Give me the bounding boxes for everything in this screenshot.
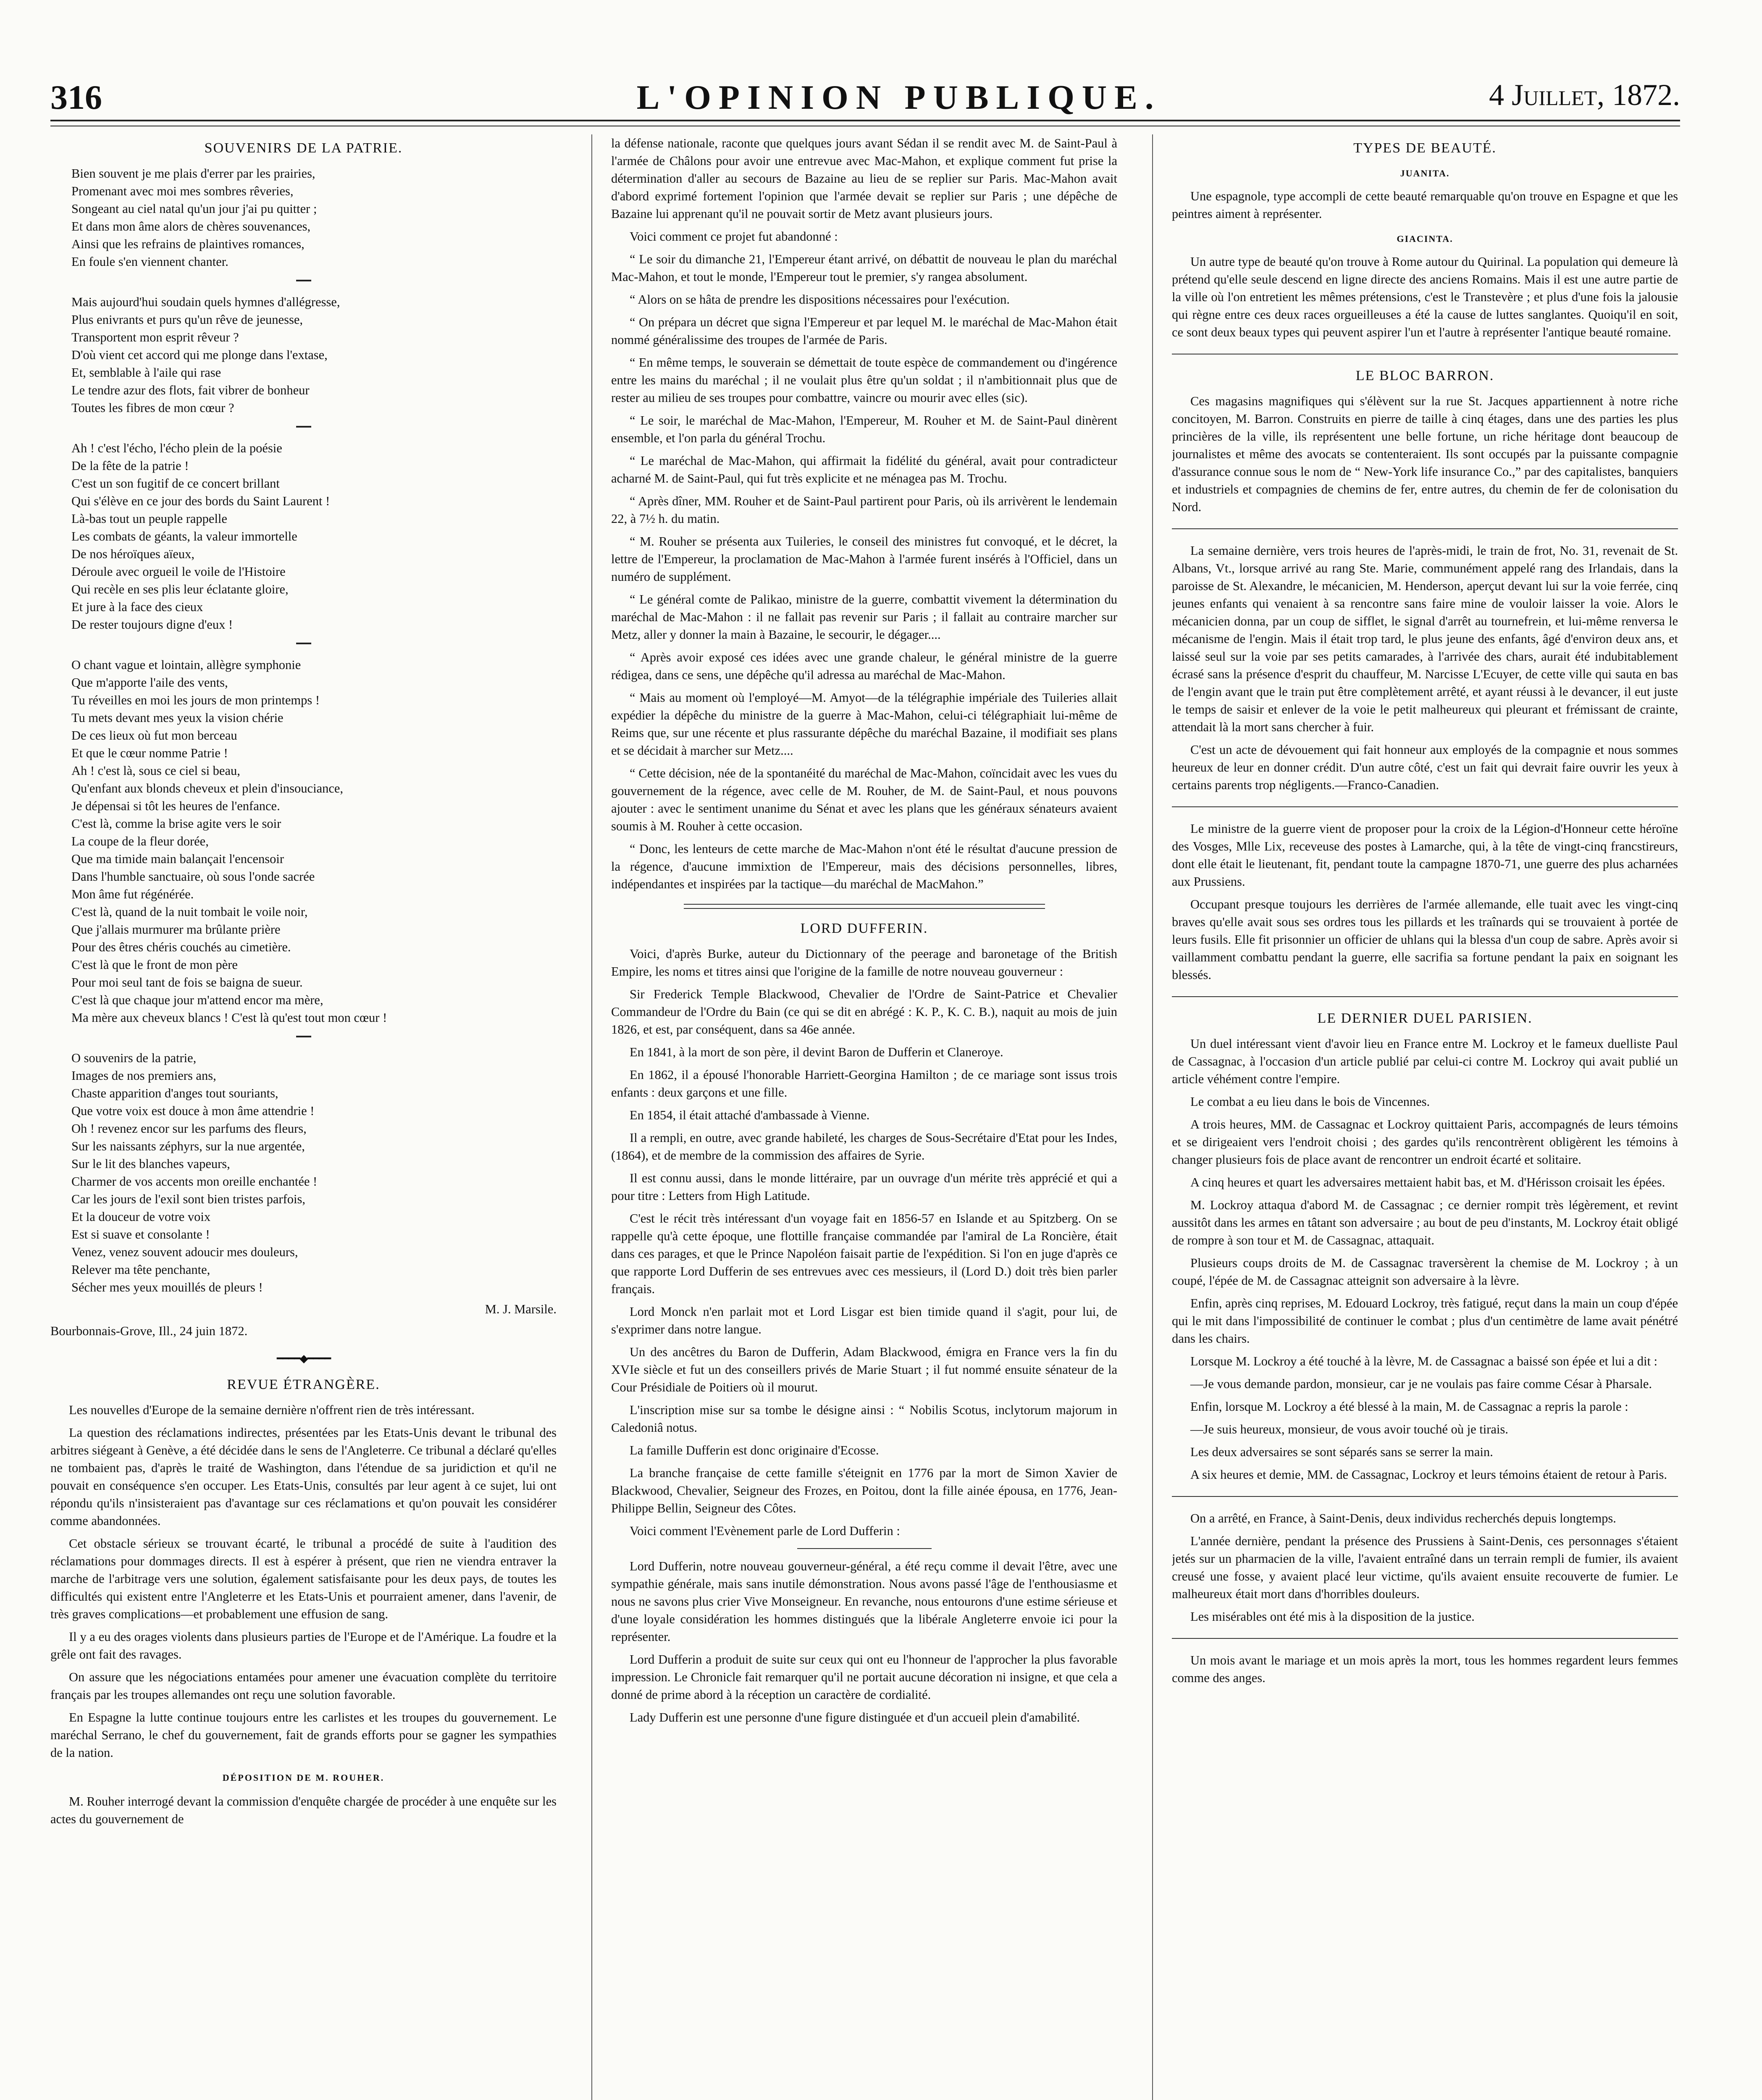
section-title: REVUE ÉTRANGÈRE. [227, 1377, 380, 1392]
section-separator [684, 904, 1045, 909]
paragraph: La question des réclamations indirectes, présentées par les Etats-Unis devant le tribunal des arbitres siégeant à Genève, a été décidée dans le sens de l'Angleterre. Ce tribunal a déclaré qu'elles ne tombaient pas, d'après le traité de Washington, dans l'étendue de sa juridiction et qu'il ne pouvait en conséquence s'en occuper. Les Etats-Unis, consultés par leur agent à ce sujet, lui ont répondu qu'ils n'insisteraient pas d'avantage sur ces réclamations et qu'on pouvait les considérer comme abandonnées. [50, 1425, 557, 1528]
paragraph: Voici comment l'Evènement parle de Lord Dufferin : [630, 1524, 900, 1538]
paragraph: En Espagne la lutte continue toujours entre les carlistes et les troupes du gouvernement. Le maréchal Serrano, le chef du gouvernement, fait de grands efforts pour se gagner les sympathies de la nation. [50, 1710, 557, 1760]
paragraph: —Je vous demande pardon, monsieur, car je ne voulais pas faire comme César à Pharsale. [1190, 1377, 1652, 1391]
column-3 [1172, 134, 1678, 2100]
paragraph: En 1841, à la mort de son père, il devint Baron de Dufferin et Claneroye. [630, 1045, 1003, 1059]
paragraph: A cinq heures et quart les adversaires mettaient habit bas, et M. d'Hérisson croisait les épées. [1190, 1175, 1665, 1189]
paragraph: Le combat a eu lieu dans le bois de Vincennes. [1190, 1095, 1430, 1109]
paragraph: La branche française de cette famille s'éteignit en 1776 par la mort de Simon Xavier de Blackwood, Chevalier, Seigneur des Frozes, en Poitou, dont la fille ainée épousa, en 1776, Jean-Philippe Bellin, Seigneur des Côtes. [611, 1466, 1117, 1515]
poem-signature: M. J. Marsile. [485, 1302, 557, 1316]
paragraph: “ Donc, les lenteurs de cette marche de Mac-Mahon n'ont été le résultat d'aucune pression de la régence, d'aucune immixtion de l'Empereur, mais des décisions personnelles, libres, indépendantes et inspirées par la tactique—du maréchal de MacMahon.” [611, 842, 1117, 891]
divider [1172, 806, 1678, 807]
paragraph: Ces magasins magnifiques qui s'élèvent sur la rue St. Jacques appartiennent à notre riche concitoyen, M. Barron. Construits en pierre de taille à cinq étages, dans une des parties les plus princières de la ville, ils représentent une belle fortune, un riche héritage dont beaucoup de journalistes et même des avocats se contenteraient. Ils sont occupés par la puissante compagnie d'assurance connue sous le nom de “ New-York life insurance Co.,” par des capitalistes, banquiers et industriels et compagnies de chemins de fer, entre autres, du chemin de fer de colonisation du Nord. [1172, 394, 1678, 514]
paragraph: Lord Dufferin a produit de suite sur ceux qui ont eu l'honneur de l'approcher la plus favorable impression. Le Chronicle fait remarquer qu'il ne portait aucune décoration ni insigne, et que cela a donné de prime abord à la réception un caractère de cordialité. [611, 1652, 1117, 1702]
paragraph: Lady Dufferin est une personne d'une figure distinguée et d'un accueil plein d'amabilité. [630, 1710, 1080, 1725]
poem-title: SOUVENIRS DE LA PATRIE. [204, 140, 403, 156]
paragraph: Un des ancêtres du Baron de Dufferin, Adam Blackwood, émigra en France vers la fin du XVIe siècle et fut un des conseillers privés de Marie Stuart ; il fut nommé ensuite sénateur de la Cour Présidiale de Poitiers où il mourut. [611, 1345, 1117, 1394]
poem-stanza: O chant vague et lointain, allègre symphonie Que m'apporte l'aile des vents, Tu réveilles en moi les jours de mon printemps ! Tu mets devant mes yeux la vision chérie De ces lieux où fut mon berceau Et que le cœur nomme Patrie ! Ah ! c'est là, sous ce ciel si beau, Qu'enfant aux blonds cheveux et plein d'insouciance, Je dépensai si tôt les heures de l'enfance. C'est là, comme la brise agite vers le soir La coupe de la fleur dorée, Que ma timide main balançait l'encensoir Dans l'humble sanctuaire, où sous l'onde sacrée Mon âme fut régénérée. C'est là, quand de la nuit tombait le voile noir, Que j'allais murmurer ma brûlante prière Pour des êtres chéris couchés au cimetière. C'est là que le front de mon père Pour moi seul tant de fois se baigna de sueur. C'est là que chaque jour m'attend encor ma mère, Ma mère aux cheveux blancs ! C'est là qu'est tout mon cœur ! [71, 658, 387, 1025]
paragraph: Occupant presque toujours les derrières de l'armée allemande, elle tuait avec les vingt-cinq braves qu'elle avait sous ses ordres tous les pillards et les traînards qui se trouvaient à portée de leurs fusils. Elle fit prisonnier un officier de uhlans qui la blessa d'un coup de sabre. Après avoir si vaillamment combattu pendant la guerre, elle sacrifia sa fortune pendant la paix en soignant les blessés. [1172, 897, 1678, 982]
paragraph: “ On prépara un décret que signa l'Empereur et par lequel M. le maréchal de Mac-Mahon était nommé généralissime des troupes de l'armée de Paris. [611, 315, 1117, 347]
paragraph: Il a rempli, en outre, avec grande habileté, les charges de Sous-Secrétaire d'Etat pour les Indes, (1864), et de membre de la commission des affaires de Syrie. [611, 1131, 1117, 1163]
paragraph: Voici comment ce projet fut abandonné : [630, 229, 838, 244]
poem-dateline: Bourbonnais-Grove, Ill., 24 juin 1872. [50, 1324, 248, 1338]
issue-date: 4 Juillet, 1872. [1489, 78, 1680, 112]
paragraph: —Je suis heureux, monsieur, de vous avoir touché où je tirais. [1190, 1422, 1508, 1436]
poem-stanza: Ah ! c'est l'écho, l'écho plein de la poésie De la fête de la patrie ! C'est un son fugitif de ce concert brillant Qui s'élève en ce jour des bords du Saint Laurent ! Là-bas tout un peuple rappelle Les combats de géants, la valeur immortelle De nos héroïques aïeux, Déroule avec orgueil le voile de l'Histoire Qui recèle en ses plis leur éclatante gloire, Et jure à la face des cieux De rester toujours digne d'eux ! [71, 441, 330, 632]
subsection-title: DÉPOSITION DE M. ROUHER. [222, 1772, 385, 1783]
paragraph: Sir Frederick Temple Blackwood, Chevalier de l'Ordre de Saint-Patrice et Chevalier Commandeur de l'Ordre du Bain (ce qui se dit en abrégé : K. P., K. C. B.), naquit au mois de juin 1826, et est, par conséquent, dans sa 46e année. [611, 987, 1117, 1037]
paragraph: C'est le récit très intéressant d'un voyage fait en 1856-57 en Islande et au Spitzberg. On se rappelle qu'à cette époque, une flottille française commandée par l'amiral de La Roncière, était dans ces parages, et que le Prince Napoléon faisait partie de l'expédition. Si l'on en juge d'après ce que rapporte Lord Dufferin de ses entrevues avec ces messieurs, il (Lord D.) doit très bien parler français. [611, 1211, 1117, 1296]
column-divider [591, 134, 592, 2100]
paragraph: La semaine dernière, vers trois heures de l'après-midi, le train de frot, No. 31, revenait de St. Albans, Vt., lorsque arrivé au rang Ste. Marie, communément appelé rang des Irlandais, dans la paroisse de St. Alexandre, le mécanicien, M. Henderson, aperçut devant lui sur la voie ferrée, cinq jeunes enfants qui venaient à sa rencontre sans faire mine de vouloir laisser la voie. Alors le mécanicien donna, par un coup de sifflet, le signal d'arrêt au tournefrein, et lui-même renversa le mécanisme de l'engin. Mais il était trop tard, le plus jeune des enfants, âgé d'environ deux ans, et laissé seul sur la voie par ses petits camarades, à l'arrivée des chars, aurait été indubitablement écrasé sans la présence d'esprit du chauffeur, M. Narcisse L'Ecuyer, de cette ville qui sauta en bas de l'engin avant que le train put être complètement arrêté, et ayant réussi à le devancer, il eut juste le temps de saisir et enlever de la voie le petit malheureux qui pleurant et frémissant de crainte, attendait là la mort sans chercher à fuir. [1172, 543, 1678, 734]
divider [1172, 528, 1678, 529]
paragraph: Il y a eu des orages violents dans plusieurs parties de l'Europe et de l'Amérique. La foudre et la grêle ont fait des ravages. [50, 1630, 557, 1662]
page-number: 316 [50, 78, 102, 116]
divider [1172, 996, 1678, 997]
poem-stanza: O souvenirs de la patrie, Images de nos premiers ans, Chaste apparition d'anges tout souriants, Que votre voix est douce à mon âme attendrie ! Oh ! revenez encor sur les parfums des fleurs, Sur les naissants zéphyrs, sur la nue argentée, Sur le lit des blanches vapeurs, Charmer de vos accents mon oreille enchantée ! Car les jours de l'exil sont bien tristes parfois, Et la douceur de votre voix Est si suave et consolante ! Venez, venez souvent adoucir mes douleurs, Relever ma tête penchante, Sécher mes yeux mouillés de pleurs ! [71, 1051, 318, 1294]
paragraph: “ Après avoir exposé ces idées avec une grande chaleur, le général ministre de la guerre rédigea, dans ce sens, une dépêche qu'il adressa au maréchal de Mac-Mahon. [611, 650, 1117, 682]
masthead-rule [50, 120, 1680, 126]
paragraph: Le ministre de la guerre vient de proposer pour la croix de la Légion-d'Honneur cette héroïne des Vosges, Mlle Lix, receveuse des postes à Lamarche, qui, à la tête de vingt-cinq francstireurs, dont elle était le lieutenant, fit, pendant toute la campagne 1870-71, une guerre des plus acharnées aux Prussiens. [1172, 822, 1678, 889]
paragraph: La famille Dufferin est donc originaire d'Ecosse. [630, 1443, 879, 1457]
stanza-divider [296, 643, 311, 644]
paragraph: En 1854, il était attaché d'ambassade à Vienne. [630, 1108, 870, 1122]
paragraph: Il est connu aussi, dans le monde littéraire, par un ouvrage d'un mérite très apprécié et qui a pour titre : Letters from High Latitude. [611, 1171, 1117, 1203]
divider [1172, 1496, 1678, 1497]
paragraph: C'est un acte de dévouement qui fait honneur aux employés de la compagnie et nous sommes heureux de leur en donner crédit. D'un autre côté, c'est un fait qui devrait faire ouvrir les yeux à certains parents trop négligents.—Franco-Canadien. [1172, 743, 1678, 792]
paragraph: “ Le maréchal de Mac-Mahon, qui affirmait la fidélité du général, avait pour contradicteur acharné M. de Saint-Paul, qui fut très explicite et ne ménagea pas M. Trochu. [611, 454, 1117, 486]
paragraph: Un mois avant le mariage et un mois après la mort, tous les hommes regardent leurs femmes comme des anges. [1172, 1653, 1678, 1685]
paragraph: “ Le soir du dimanche 21, l'Empereur étant arrivé, on débattit de nouveau le plan du maréchal Mac-Mahon, et tout le monde, l'Empereur tout le premier, s'y rangea absolument. [611, 252, 1117, 284]
section-title: LE DERNIER DUEL PARISIEN. [1317, 1011, 1533, 1026]
section-title: TYPES DE BEAUTÉ. [1353, 140, 1497, 156]
masthead [50, 78, 1680, 124]
paragraph: Lord Monck n'en parlait mot et Lord Lisgar est bien timide quand il s'agit, pour lui, de s'exprimer dans notre langue. [611, 1305, 1117, 1336]
column-divider [1152, 134, 1153, 2100]
paragraph: On assure que les négociations entamées pour amener une évacuation complète du territoire français par les troupes allemandes ont reçu une solution favorable. [50, 1670, 557, 1702]
paragraph: L'année dernière, pendant la présence des Prussiens à Saint-Denis, ces personnages s'étaient jetés sur un pharmacien de la ville, l'avaient entraîné dans un terrain rempli de fumier, ils avaient creusé une fosse, y avaient placé leur victime, qu'ils avaient ensuite recouverte de fumier. Le malheureux était mort dans d'horribles douleurs. [1172, 1534, 1678, 1601]
paragraph: M. Rouher interrogé devant la commission d'enquête chargée de procéder à une enquête sur les actes du gouvernement de [50, 1794, 557, 1826]
paragraph: M. Lockroy attaqua d'abord M. de Cassagnac ; ce dernier rompit très légèrement, et revint aussitôt dans les armes en tâtant son adversaire ; au bout de peu d'instants, M. Lockroy était obligé de rompre à son tour et M. de Cassagnac, attaquait. [1172, 1198, 1678, 1247]
paragraph: Les misérables ont été mis à la disposition de la justice. [1190, 1609, 1475, 1624]
paragraph: Lorsque M. Lockroy a été touché à la lèvre, M. de Cassagnac a baissé son épée et lui a dit : [1190, 1354, 1658, 1368]
paragraph: Un autre type de beauté qu'on trouve à Rome autour du Quirinal. La population qui demeure là prétend qu'elle seule descend en ligne directe des anciens Romains. Mais il est une autre partie de la ville où l'on entretient les mêmes prétensions, c'est le Transtevère ; et plus d'une fois la jalousie qui règne entre ces deux races orgueilleuses a été la cause de luttes sanglantes. Quoiqu'il en soit, ce sont deux beaux types qui peuvent aspirer l'un et l'autre à représenter l'antique beauté romaine. [1172, 255, 1678, 339]
paragraph: Les nouvelles d'Europe de la semaine dernière n'offrent rien de très intéressant. [69, 1403, 475, 1417]
paragraph: “ M. Rouher se présenta aux Tuileries, le conseil des ministres fut convoqué, et le décret, la lettre de l'Empereur, la proclamation de Mac-Mahon à l'armée furent insérés à l'Officiel, dans un numéro de supplément. [611, 534, 1117, 584]
poem-stanza: Bien souvent je me plais d'errer par les prairies, Promenant avec moi mes sombres rêveries, Songeant au ciel natal qu'un jour j'ai pu quitter ; Et dans mon âme alors de chères souvenances, Ainsi que les refrains de plaintives romances, En foule s'en viennent chanter. [71, 166, 317, 269]
paragraph: “ Alors on se hâta de prendre les dispositions nécessaires pour l'exécution. [630, 292, 1010, 307]
paragraph: Lord Dufferin, notre nouveau gouverneur-général, a été reçu comme il devait l'être, avec une sympathie générale, mais sans inutile démonstration. Nous avons passé l'âge de l'enthousiasme et nous ne savons plus crier Vive Monseigneur. En revanche, nous entourons d'une estime sérieuse et d'une loyale considération les hommes distingués que la libérale Angleterre envoie ici pour la représenter. [611, 1559, 1117, 1644]
column-2 [611, 134, 1117, 2100]
section-title: LORD DUFFERIN. [800, 921, 928, 936]
paragraph: “ Le général comte de Palikao, ministre de la guerre, combattit vivement la détermination du maréchal de Mac-Mahon : il ne fallait pas revenir sur Paris ; il fallait au contraire marcher sur Metz, aller y donner la main à Bazaine, le secourir, le dégager.... [611, 592, 1117, 642]
paragraph: L'inscription mise sur sa tombe le désigne ainsi : “ Nobilis Scotus, inclytorum majorum in Caledoniâ notus. [611, 1403, 1117, 1435]
poem-stanza: Mais aujourd'hui soudain quels hymnes d'allégresse, Plus enivrants et purs qu'un rêve de jeunesse, Transportent mon esprit rêveur ? D'où vient cet accord qui me plonge dans l'extase, Et, semblable à l'aile qui rase Le tendre azur des flots, fait vibrer de bonheur Toutes les fibres de mon cœur ? [71, 295, 340, 415]
ornament-divider: ━━━━◆━━━━ [276, 1352, 331, 1365]
subsection-title: GIACINTA. [1397, 234, 1453, 244]
paragraph: “ Cette décision, née de la spontanéité du maréchal de Mac-Mahon, coïncidait avec les vues du gouvernement de la régence, avec celle de M. Rouher, de M. de Saint-Paul, et nous pouvons ajouter : avec le sentiment unanime du Sénat et avec les plans que les généraux sénateurs avaient soumis à M. Rouher à cette occasion. [611, 766, 1117, 833]
paragraph: Voici, d'après Burke, auteur du Dictionnary of the peerage and baronetage of the British Empire, les noms et titres ainsi que l'origine de la famille de notre nouveau gouverneur : [611, 947, 1117, 979]
divider [1172, 1638, 1678, 1639]
paragraph: la défense nationale, raconte que quelques jours avant Sédan il se rendit avec M. de Saint-Paul à l'armée de Châlons pour avoir une entrevue avec Mac-Mahon, et explique comment fut prise la détermination d'aller au secours de Bazaine au lieu de se replier sur Paris. Mac-Mahon avait d'abord exprimé fortement l'opinion que l'armée devait se replier sur Paris ; une dépêche de Bazaine lui apprenant qu'il ne pouvait sortir de Metz avant plusieurs jours. [611, 136, 1117, 221]
paragraph: Plusieurs coups droits de M. de Cassagnac traversèrent la chemise de M. Lockroy ; à un coupé, l'épée de M. de Cassagnac atteignit son adversaire à la lèvre. [1172, 1256, 1678, 1288]
divider [797, 1548, 932, 1549]
stanza-divider [296, 280, 311, 281]
paragraph: Un duel intéressant vient d'avoir lieu en France entre M. Lockroy et le fameux duelliste Paul de Cassagnac, à l'occasion d'un article publié par celui-ci contre M. Lockroy qui avait publié un article véhément contre l'empire. [1172, 1037, 1678, 1086]
section-title: LE BLOC BARRON. [1355, 368, 1494, 383]
paragraph: “ Après dîner, MM. Rouher et de Saint-Paul partirent pour Paris, où ils arrivèrent le lendemain 22, à 7½ h. du matin. [611, 494, 1117, 526]
paragraph: Enfin, lorsque M. Lockroy a été blessé à la main, M. de Cassagnac a repris la parole : [1190, 1399, 1628, 1414]
paragraph: Cet obstacle sérieux se trouvant écarté, le tribunal a procédé de suite à l'audition des réclamations pour dommages directs. Il est à espérer à présent, que rien ne viendra entraver la marche de l'arbitrage vers une solution, également satisfaisante pour les deux pays, de toutes les difficultés qui existent entre l'Angleterre et les Etats-Unis et pourraient amener, dans l'avenir, de très graves complications—et probablement une effusion de sang. [50, 1536, 557, 1621]
newspaper-title: L'OPINION PUBLIQUE. [636, 78, 1161, 116]
paragraph: Les deux adversaires se sont séparés sans se serrer la main. [1190, 1445, 1493, 1459]
paragraph: “ En même temps, le souverain se démettait de toute espèce de commandement ou d'ingérence entre les mains du maréchal ; il ne voulait plus être qu'un soldat ; il n'ambitionnait plus que de rester au milieu de ses troupes pour combattre, vaincre ou mourir avec elles (sic). [611, 355, 1117, 405]
paragraph: “ Le soir, le maréchal de Mac-Mahon, l'Empereur, M. Rouher et M. de Saint-Paul dinèrent ensemble, et l'on parla du général Trochu. [611, 413, 1117, 445]
stanza-divider [296, 426, 311, 428]
subsection-title: JUANITA. [1400, 168, 1450, 178]
paragraph: A six heures et demie, MM. de Cassagnac, Lockroy et leurs témoins étaient de retour à Paris. [1190, 1467, 1667, 1482]
paragraph: En 1862, il a épousé l'honorable Harriett-Georgina Hamilton ; de ce mariage sont issus trois enfants : deux garçons et une fille. [611, 1068, 1117, 1100]
paragraph: On a arrêté, en France, à Saint-Denis, deux individus recherchés depuis longtemps. [1190, 1511, 1616, 1525]
stanza-divider [296, 1036, 311, 1037]
paragraph: Une espagnole, type accompli de cette beauté remarquable qu'on trouve en Espagne et que les peintres aiment à représenter. [1172, 189, 1678, 221]
column-1 [50, 134, 557, 2100]
paragraph: A trois heures, MM. de Cassagnac et Lockroy quittaient Paris, accompagnés de leurs témoins et se dirigeaient vers l'endroit choisi ; des gardes qu'ils rencontrèrent obligèrent les témoins à changer plusieurs fois de place avant de rencontrer un endroit écarté et solitaire. [1172, 1117, 1678, 1167]
paragraph: “ Mais au moment où l'employé—M. Amyot—de la télégraphie impériale des Tuileries allait expédier la dépêche du ministre de la guerre à Mac-Mahon, celui-ci télégraphiait lui-même de Reims que, sur une récente et plus rassurante dépêche du maréchal Bazaine, il modifiait ses plans et se décidait à marcher sur Metz.... [611, 690, 1117, 758]
paragraph: Enfin, après cinq reprises, M. Edouard Lockroy, très fatigué, reçut dans la main un coup d'épée qui le mit dans l'impossibilité de continuer le combat ; plus d'un centimètre de lame avait pénétré dans les chairs. [1172, 1296, 1678, 1346]
